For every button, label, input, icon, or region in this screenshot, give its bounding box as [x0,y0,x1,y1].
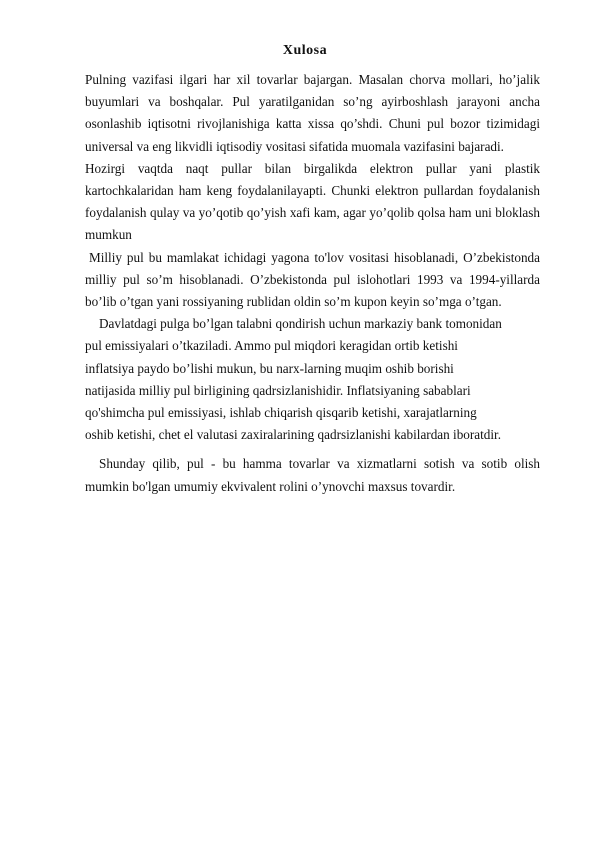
paragraph-inflatsiya: Davlatdagi pulga bo’lgan talabni qondirish uchun markaziy bank tomonidan pul emissiyalari o’tkaziladi. Ammo pul miqdori keragidan ortib ketishi inflatsiya paydo bo’lishi mukun, bu narx-larning muqim oshib borishi natijasida milliy pul birligining qadrsizlanishidir. Inflatsiyaning sabablari qo'shimcha pul emissiyasi, ishlab chiqarish qisqarib ketishi, xarajatlarning oshib ketishi, chet el valutasi zaxiralarining qadrsizlanishi kabilardan iboratdir. [85,316,502,443]
paragraph-milliy-pul: Milliy pul bu mamlakat ichidagi yagona to'lov vositasi hisoblanadi, O’zbekistonda milliy pul so’m hisoblanadi. O’zbekistonda pul islohotlari 1993 va 1994-yillarda bo’lib o’tgan yani rossiyaning rublidan oldin so’m kupon keyin so’mga o’tgan. [85,249,540,310]
paragraph-elektron-pullar: Hozirgi vaqtda naqt pullar bilan birgalikda elektron pullar yani plastik kartochkalaridan ham keng foydalanilayapti. Chunki elektron pullardan foydalanish foydalanish qulay va yo’qotib qo’yish xafi kam, agar yo’qolib qolsa ham uni bloklash mumkun [85,160,540,243]
paragraph-xulosa: Shunday qilib, pul - bu hamma tovarlar va xizmatlarni sotish va sotib olish mumkin bo'lgan umumiy ekvivalent rolini o’ynovchi maxsus tovardir. [85,456,540,494]
document-body [85,69,540,498]
paragraph-pul-vazifasi: Pulning vazifasi ilgari har xil tovarlar bajargan. Masalan chorva mollari, ho’jalik buyumlari va boshqalar. Pul yaratilganidan so’ng ayirboshlash jarayoni ancha osonlashib iqtisotni rivojlanishiga katta xissa qo’shdi. Chuni pul bozor tizimidagi universal va eng likvidli iqtisodiy vositasi sifatida muomala vazifasini bajaradi. [85,72,540,154]
document-title: Xulosa [282,43,328,58]
